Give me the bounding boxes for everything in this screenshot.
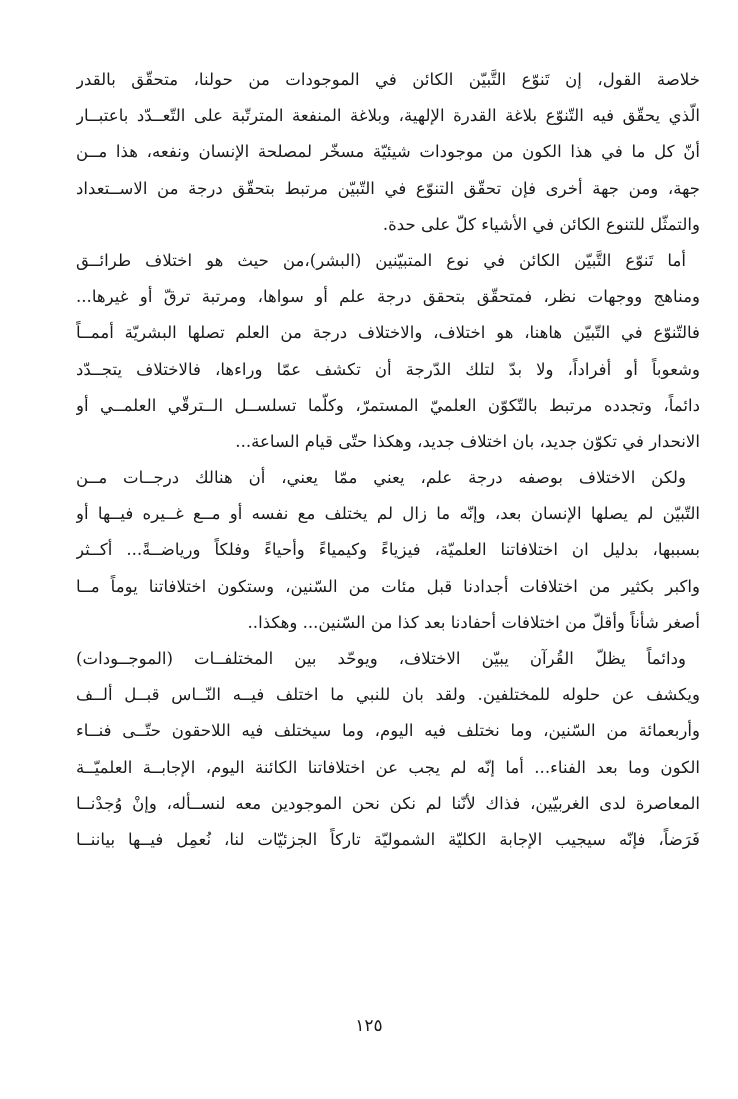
text-line: والتمثّل للتنوع الكائن في الأشياء كلّ على حدة. bbox=[382, 214, 700, 234]
text-line: أما تَنوّع التَّبيّن الكائن في نوع المتبيّنين (البشر)،من حيث هو اختلاف طرائــق bbox=[76, 250, 686, 270]
text-line: الكون وما بعد الفناء... أما إنّه لم يجب عن اختلافاتنا الكائنة اليوم، الإجابــة العلميّــة bbox=[76, 757, 700, 777]
text-line: ومناهج ووجهات نظر، فمتحقّق بتحقق درجة علم أو سواها، ومرتبة ترقّ أو غيرها... bbox=[76, 287, 700, 307]
text-line: الّذي يحقّق فيه التّنوّع بلاغة القدرة الإلهية، وبلاغة المنفعة المترتّبة على التّعــدّد باعتبــار bbox=[76, 106, 700, 126]
text-line: جهة، ومن جهة أخرى فإن تحقّق التنوّع في التّبيّن مرتبط بتحقّق درجة من الاســتعداد bbox=[76, 178, 700, 198]
text-line: ودائماً يظلّ القُرآن يبيّن الاختلاف، ويوحّد بين المختلفــات (الموجــودات) bbox=[76, 649, 686, 668]
text-line: وشعوباً أو أفراداً، ولا بدّ لتلك الدّرجة أن تكشف عمّا وراءها، فالاختلاف يتجــدّد bbox=[76, 359, 700, 379]
text-line: وأربعمائة من السّنين، وما نختلف فيه اليوم، وما سيختلف فيه اللاحقون حتّــى فنــاء bbox=[76, 721, 700, 741]
text-line: واكبر بكثير من اختلافات أجدادنا قبل مئات من السّنين، وستكون اختلافاتنا يوماً مــا bbox=[76, 576, 700, 596]
text-line: دائماً، وتجدده مرتبط بالتّكوّن العلميّ المستمرّ، وكلّما تسلســل الــترقّي العلمــي أو bbox=[76, 395, 700, 415]
text-line: التّبيّن لم يصلها الإنسان بعد، وإنّه ما زال لم يختلف مع نفسه أو مــع غــيره فيــها أو bbox=[76, 504, 700, 524]
body-text bbox=[76, 62, 700, 858]
text-line: أنّ كل ما في هذا الكون من موجودات شيئيّة مسخّر لمصلحة الإنسان ونفعه، هذا مــن bbox=[76, 142, 700, 162]
page-number: ١٢٥ bbox=[355, 1016, 383, 1036]
text-line: المعاصرة لدى الغربيّين، فذاك لأنّنا لم نكن نحن الموجودين معه لنســأله، وإنْ وُجدْنــا bbox=[76, 793, 700, 813]
text-line: ويكشف عن حلوله للمختلفين. ولقد بان للنبي ما اختلف فيــه النّــاس قبــل ألــف bbox=[76, 685, 700, 705]
text-line: أصغر شأناً وأقلّ من اختلافات أحفادنا بعد كذا من السّنين... وهكذا.. bbox=[247, 612, 700, 632]
text-line: فَرَضاً، فإنّه سيجيب الإجابة الكليّة الشموليّة تاركاً الجزئيّات لنا، نُعمِل فيــها بياننــا bbox=[76, 829, 700, 849]
text-line: الانحدار في تكوّن جديد، بان اختلاف جديد، وهكذا حتّى قيام الساعة... bbox=[235, 431, 700, 451]
text-line: ولكن الاختلاف بوصفه درجة علم، يعني ممّا يعني، أن هنالك درجــات مــن bbox=[76, 468, 686, 488]
text-line: بسببها، بدليل ان اختلافاتنا العلميّة، فيزياءً وكيمياءً وأحياءً وفلكاً ورياضــةً... أكــثر bbox=[76, 540, 700, 560]
text-line: فالتّنوّع في التّبيّن هاهنا، هو اختلاف، والاختلاف درجة من العلم تصلها البشريّة أممــاً bbox=[76, 323, 700, 343]
text-line: خلاصة القول، إن تَنوّع التَّبيّن الكائن في الموجودات من حولنا، متحقّق بالقدر bbox=[76, 70, 700, 89]
